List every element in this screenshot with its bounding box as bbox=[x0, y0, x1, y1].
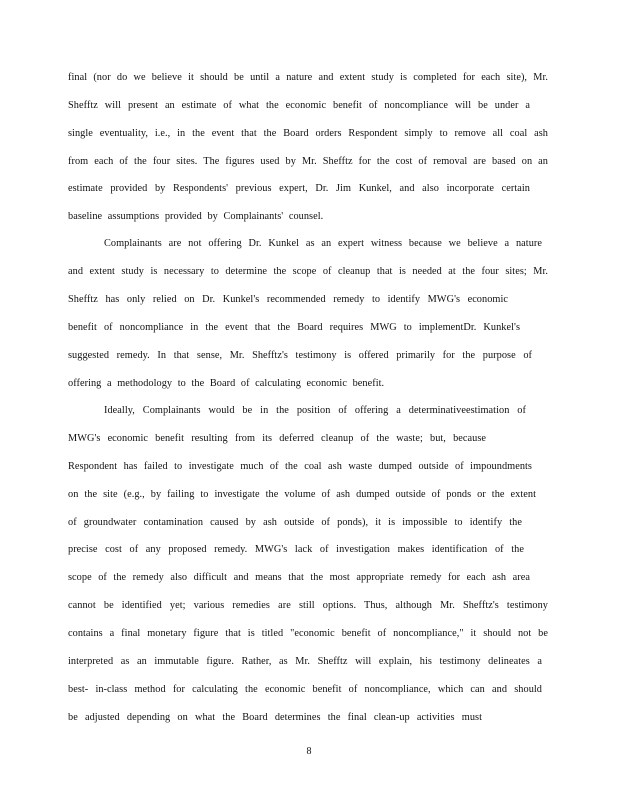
text-line: be adjusted depending on what the Board determines the final clean-up activities must bbox=[68, 712, 482, 723]
text-line: estimate provided by Respondents' previous expert, Dr. Jim Kunkel, and also incorporate certain bbox=[68, 183, 530, 194]
text-line: best- in-class method for calculating the economic benefit of noncompliance, which can and should bbox=[68, 684, 542, 695]
text-line: offering a methodology to the Board of calculating economic benefit. bbox=[68, 378, 385, 389]
text-line: of groundwater contamination caused by ash outside of ponds), it is impossible to identify the bbox=[68, 517, 522, 528]
text-line: Ideally, Complainants would be in the position of offering a determinativeestimation of bbox=[104, 405, 526, 416]
text-line: suggested remedy. In that sense, Mr. Shefftz's testimony is offered primarily for the purpose of bbox=[68, 350, 532, 361]
text-line: Complainants are not offering Dr. Kunkel as an expert witness because we believe a nature bbox=[104, 238, 542, 249]
text-line: on the site (e.g., by failing to investigate the volume of ash dumped outside of ponds or the extent bbox=[68, 489, 536, 500]
text-line: from each of the four sites. The figures used by Mr. Shefftz for the cost of removal are based on an bbox=[68, 156, 548, 167]
text-line: precise cost of any proposed remedy. MWG's lack of investigation makes identification of the bbox=[68, 544, 524, 555]
text-line: and extent study is necessary to determine the scope of cleanup that is needed at the four sites; Mr. bbox=[68, 266, 548, 277]
text-line: cannot be identified yet; various remedies are still options. Thus, although Mr. Shefftz's testimony bbox=[68, 600, 548, 611]
text-line: contains a final monetary figure that is titled "economic benefit of noncompliance," it should not be bbox=[68, 628, 548, 639]
text-line: Respondent has failed to investigate much of the coal ash waste dumped outside of impoundments bbox=[68, 461, 532, 472]
text-line: MWG's economic benefit resulting from its deferred cleanup of the waste; but, because bbox=[68, 433, 486, 444]
text-line: interpreted as an immutable figure. Rather, as Mr. Shefftz will explain, his testimony delineates a bbox=[68, 656, 542, 667]
text-line: final (nor do we believe it should be until a nature and extent study is completed for each site), Mr. bbox=[68, 72, 548, 83]
text-line: single eventuality, i.e., in the event that the Board orders Respondent simply to remove all coal ash bbox=[68, 128, 548, 139]
page-number: 8 bbox=[306, 746, 312, 757]
text-line: Shefftz has only relied on Dr. Kunkel's recommended remedy to identify MWG's economic bbox=[68, 294, 508, 305]
text-line: baseline assumptions provided by Complainants' counsel. bbox=[68, 211, 324, 222]
text-line: benefit of noncompliance in the event that the Board requires MWG to implementDr. Kunkel's bbox=[68, 322, 520, 333]
text-line: Shefftz will present an estimate of what the economic benefit of noncompliance will be under a bbox=[68, 100, 530, 111]
text-line: scope of the remedy also difficult and means that the most appropriate remedy for each ash area bbox=[68, 572, 530, 583]
